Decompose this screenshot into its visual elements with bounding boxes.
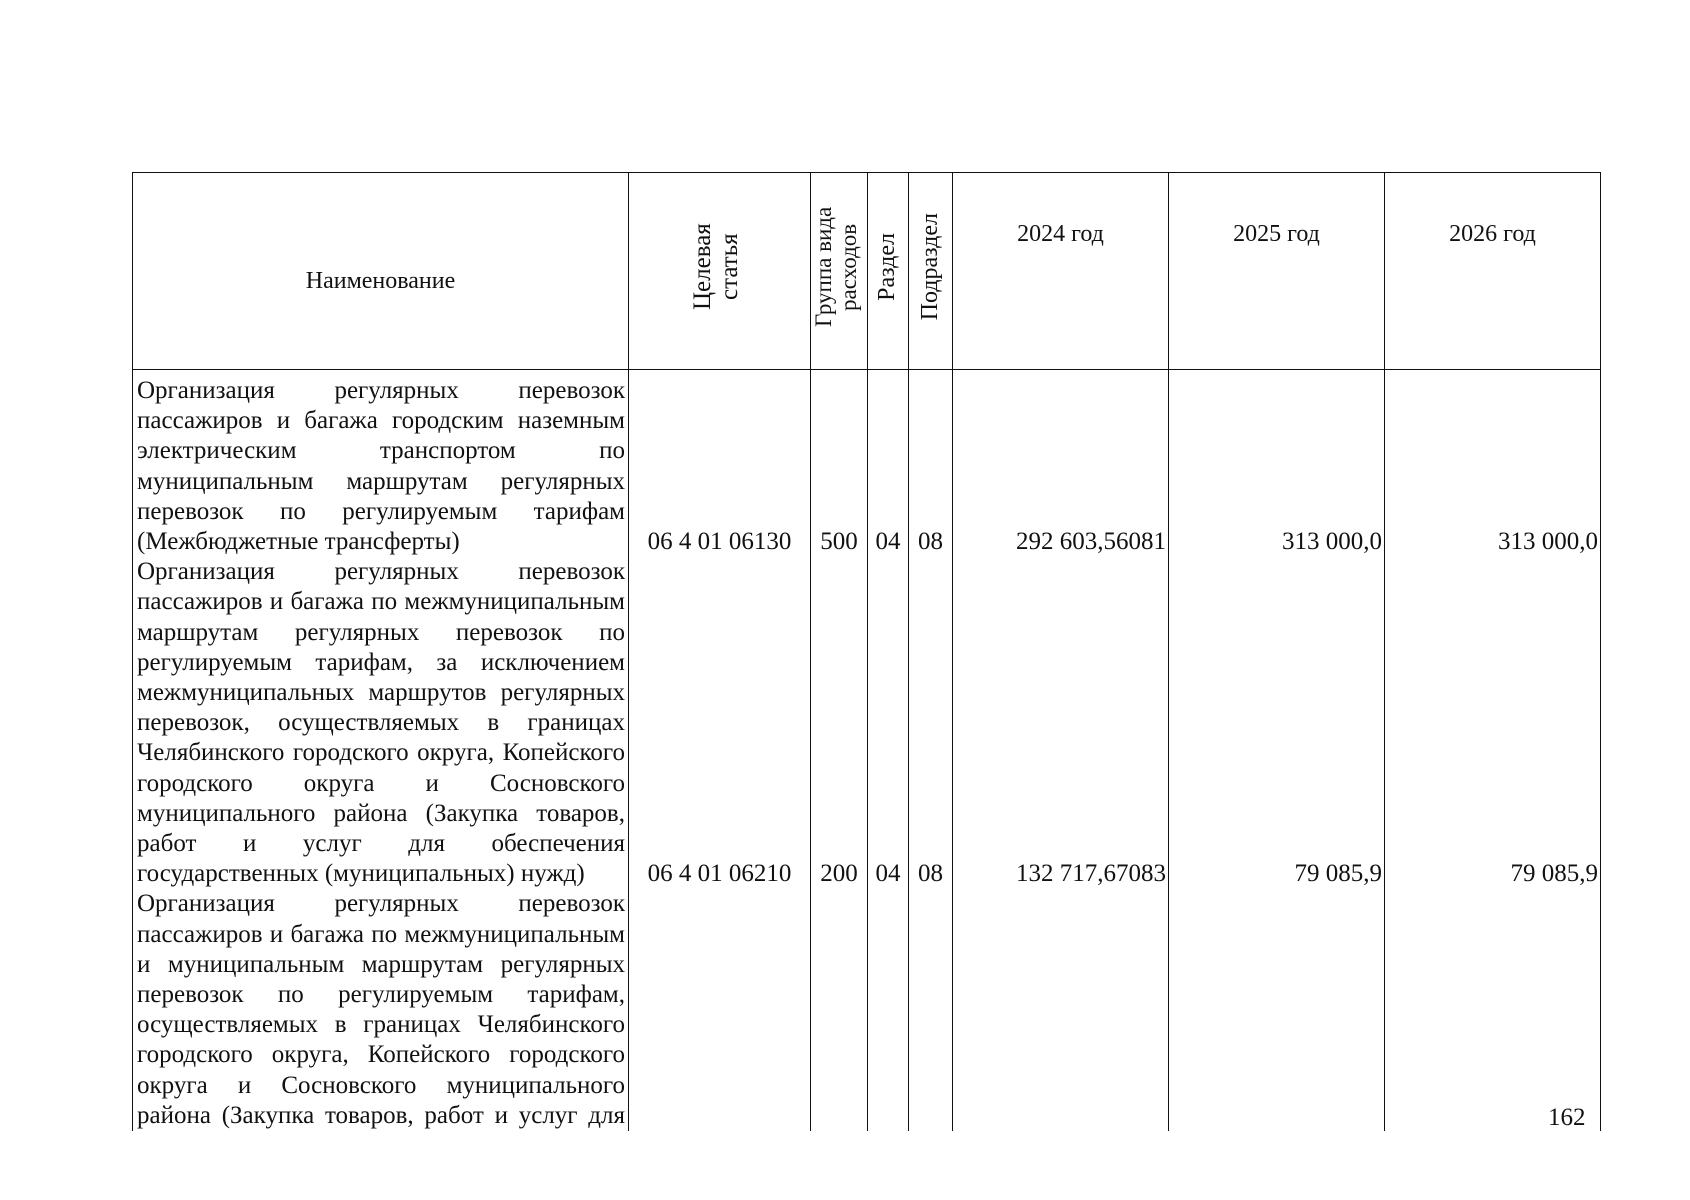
row-amount-2024: 132 717,67083 — [953, 557, 1169, 889]
row-name: Организация регулярных перевозок пассажиров и багажа по межмуниципальным и муниципальным маршрутам регулярных перевозок по регулируемым тарифам, осуществляемых в границах Челябинского городского округа, Копейского городского округа и Сосновского муниципального района (Закупка товаров, работ и услуг для — [133, 889, 629, 1131]
header-target-article-label: Целевая статья — [688, 223, 743, 311]
row-amount-2025 — [1169, 889, 1385, 1131]
row-subsection — [909, 889, 953, 1131]
table-row — [133, 370, 1601, 558]
row-name: Организация регулярных перевозок пассажиров и багажа по межмуниципальным маршрутам регулярных перевозок по регулируемым тарифам, за исключением межмуниципальных маршрутов регулярных перевозок, осуществляемых в границах Челябинского городского округа, Копейского городского округа и Сосновского муниципального района (Закупка товаров, работ и услуг для обеспечения государственных (муниципальных) нужд) — [133, 557, 629, 889]
row-section: 04 — [868, 557, 909, 889]
row-section — [868, 889, 909, 1131]
page-number: 162 — [1548, 1104, 1586, 1131]
row-expense-group: 200 — [811, 557, 868, 889]
table-row — [133, 557, 1601, 889]
table-header-row — [133, 173, 1601, 370]
row-subsection: 08 — [909, 370, 953, 558]
header-target-article — [629, 173, 811, 370]
header-name: Наименование — [133, 173, 629, 370]
header-year-2026: 2026 год — [1385, 173, 1601, 370]
row-expense-group — [811, 889, 868, 1131]
header-expense-group — [811, 173, 868, 370]
row-amount-2024 — [953, 889, 1169, 1131]
row-target-article: 06 4 01 06130 — [629, 370, 811, 558]
row-amount-2024: 292 603,56081 — [953, 370, 1169, 558]
header-subsection — [909, 173, 953, 370]
row-subsection: 08 — [909, 557, 953, 889]
row-section: 04 — [868, 370, 909, 558]
row-amount-2026: 79 085,9 — [1385, 557, 1601, 889]
row-amount-2025: 313 000,0 — [1169, 370, 1385, 558]
header-year-2024: 2024 год — [953, 173, 1169, 370]
table-row — [133, 889, 1601, 1131]
row-amount-2026 — [1385, 889, 1601, 1131]
row-name: Организация регулярных перевозок пассажиров и багажа городским наземным электрическим транспортом по муниципальным маршрутам регулярных перевозок по регулируемым тарифам (Межбюджетные трансферты) — [133, 370, 629, 558]
header-subsection-label: Подраздел — [916, 213, 943, 321]
row-target-article — [629, 889, 811, 1131]
header-section — [868, 173, 909, 370]
header-expense-group-label: Группа вида расходов — [810, 206, 861, 327]
row-amount-2026: 313 000,0 — [1385, 370, 1601, 558]
row-target-article: 06 4 01 06210 — [629, 557, 811, 889]
row-expense-group: 500 — [811, 370, 868, 558]
header-year-2025: 2025 год — [1169, 173, 1385, 370]
budget-table — [132, 172, 1601, 1131]
header-section-label: Раздел — [874, 232, 901, 301]
row-amount-2025: 79 085,9 — [1169, 557, 1385, 889]
